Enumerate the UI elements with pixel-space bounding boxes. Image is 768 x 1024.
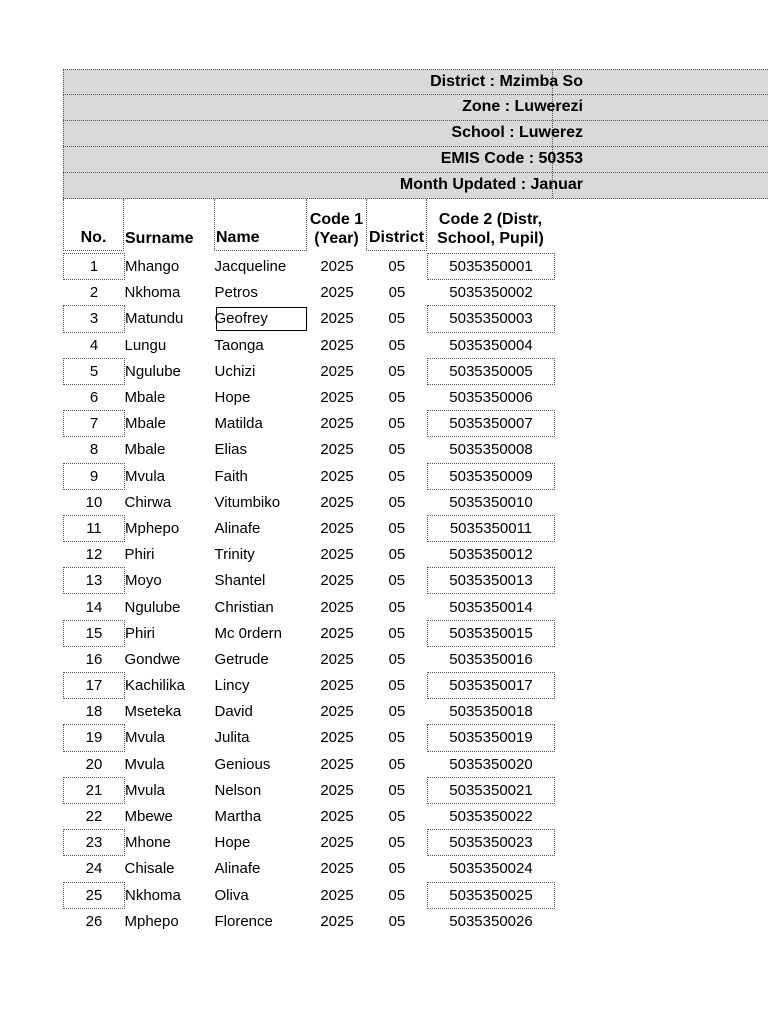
cell-surname[interactable]: Matundu (125, 306, 215, 332)
cell-surname[interactable]: Phiri (124, 546, 155, 564)
cell-surname[interactable]: Mvula (124, 755, 165, 773)
zone-label: Zone : Luwerezi (462, 98, 583, 115)
cell-no[interactable]: 23 (64, 830, 125, 856)
month-label: Month Updated : Januar (399, 176, 583, 193)
cell-no[interactable]: 19 (64, 725, 125, 751)
table-row[interactable] (64, 463, 555, 489)
cell-surname[interactable]: Kachilika (125, 673, 215, 699)
table-row[interactable] (64, 280, 555, 306)
cell-surname[interactable]: Chirwa (124, 493, 172, 511)
cell-code[interactable]: 5035350013 (428, 568, 555, 594)
month-row (63, 173, 768, 199)
cell-surname[interactable]: Mbale (124, 389, 166, 407)
column-headers (63, 199, 768, 251)
cell-district[interactable]: 05 (388, 912, 406, 930)
cell-district[interactable]: 05 (388, 755, 406, 773)
cell-code[interactable]: 5035350005 (428, 358, 555, 384)
cell-name[interactable]: Mc 0rdern (214, 624, 283, 642)
cell-no[interactable]: 25 (64, 882, 125, 908)
cell-no[interactable]: 16 (85, 650, 103, 668)
cell-year[interactable]: 2025 (320, 493, 354, 511)
cell-surname[interactable]: Moyo (125, 568, 215, 594)
cell-code[interactable]: 5035350001 (428, 254, 555, 280)
cell-year[interactable]: 2025 (320, 572, 354, 590)
cell-name[interactable]: Geofrey (215, 306, 308, 332)
cell-surname[interactable]: Mbale (124, 441, 166, 459)
cell-code[interactable]: 5035350011 (428, 515, 555, 541)
cell-district[interactable]: 05 (388, 624, 406, 642)
cell-district[interactable]: 05 (388, 284, 406, 302)
cell-surname[interactable]: Nkhoma (124, 284, 181, 302)
cell-year[interactable]: 2025 (320, 677, 354, 695)
cell-year[interactable]: 2025 (320, 703, 354, 721)
cell-no[interactable]: 11 (64, 515, 125, 541)
cell-district[interactable]: 05 (388, 519, 406, 537)
cell-year[interactable]: 2025 (320, 886, 354, 904)
table-row[interactable] (64, 620, 555, 646)
cell-surname[interactable]: Mvula (125, 777, 215, 803)
cell-no[interactable]: 3 (64, 306, 125, 332)
spreadsheet (63, 69, 768, 931)
table-row[interactable] (64, 725, 555, 751)
col-header-no[interactable]: No. (63, 199, 124, 251)
cell-surname[interactable]: Mbale (125, 411, 215, 437)
cell-name[interactable]: Nelson (214, 781, 262, 799)
table-row[interactable] (64, 384, 555, 410)
emis-label: EMIS Code : 50353 (440, 150, 583, 167)
cell-no[interactable]: 8 (89, 441, 99, 459)
cell-year[interactable]: 2025 (320, 834, 354, 852)
table-row[interactable] (64, 306, 555, 332)
cell-name[interactable]: Julita (214, 729, 250, 747)
cell-year[interactable]: 2025 (320, 808, 354, 826)
cell-year[interactable]: 2025 (320, 336, 354, 354)
cell-district[interactable]: 05 (388, 572, 406, 590)
cell-no[interactable]: 7 (64, 411, 125, 437)
col-header-code2[interactable]: Code 2 (Distr, School, Pupil) (437, 211, 544, 247)
cell-district[interactable]: 05 (388, 834, 406, 852)
cell-name[interactable]: Alinafe (214, 519, 261, 537)
table-row[interactable] (64, 673, 555, 699)
cell-district[interactable]: 05 (388, 310, 406, 328)
emis-row (63, 147, 768, 173)
cell-surname[interactable]: Mphepo (125, 515, 215, 541)
cell-no[interactable]: 15 (64, 620, 125, 646)
cell-no[interactable]: 14 (85, 598, 103, 616)
cell-code[interactable]: 5035350002 (449, 284, 533, 302)
cell-surname[interactable]: Mphepo (124, 912, 179, 930)
cell-no[interactable]: 5 (64, 358, 125, 384)
cell-district[interactable]: 05 (388, 493, 406, 511)
cell-code[interactable]: 5035350023 (428, 830, 555, 856)
cell-district[interactable]: 05 (388, 860, 406, 878)
cell-name[interactable]: Trinity (214, 546, 255, 564)
cell-name[interactable]: Matilda (214, 415, 263, 433)
table-row[interactable] (64, 332, 555, 358)
cell-no[interactable]: 17 (64, 673, 125, 699)
table-row[interactable] (64, 594, 555, 620)
table-row[interactable] (64, 358, 555, 384)
cell-year[interactable]: 2025 (320, 598, 354, 616)
cell-district[interactable]: 05 (388, 808, 406, 826)
cell-surname[interactable]: Mvula (125, 725, 215, 751)
cell-name[interactable]: Shantel (214, 572, 266, 590)
district-label: District : Mzimba So (430, 73, 583, 90)
cell-district[interactable]: 05 (388, 781, 406, 799)
cell-code[interactable]: 5035350020 (449, 755, 533, 773)
cell-code[interactable]: 5035350003 (428, 306, 555, 332)
cell-code[interactable]: 5035350009 (428, 463, 555, 489)
zone-row (63, 95, 768, 121)
cell-no[interactable]: 6 (89, 389, 99, 407)
cell-year[interactable]: 2025 (320, 650, 354, 668)
cell-name[interactable]: Jacqueline (214, 258, 287, 276)
table-row[interactable] (64, 515, 555, 541)
cell-year[interactable]: 2025 (320, 519, 354, 537)
cell-district[interactable]: 05 (388, 362, 406, 380)
cell-year[interactable]: 2025 (320, 624, 354, 642)
cell-name[interactable]: Alinafe (214, 860, 261, 878)
cell-district[interactable]: 05 (388, 650, 406, 668)
cell-no[interactable]: 9 (64, 463, 125, 489)
cell-code[interactable]: 5035350024 (449, 860, 533, 878)
pupil-table (63, 253, 555, 934)
cell-no[interactable]: 10 (85, 493, 103, 511)
col-header-name[interactable]: Name (214, 199, 307, 251)
cell-surname[interactable]: Nkhoma (125, 882, 215, 908)
cell-code[interactable]: 5035350022 (449, 808, 533, 826)
cell-name[interactable]: Elias (214, 441, 248, 459)
cell-year[interactable]: 2025 (320, 284, 354, 302)
cell-code[interactable]: 5035350015 (428, 620, 555, 646)
cell-name[interactable]: Faith (214, 467, 248, 485)
cell-no[interactable]: 13 (64, 568, 125, 594)
cell-name[interactable]: Uchizi (214, 362, 256, 380)
cell-code[interactable]: 5035350006 (449, 389, 533, 407)
cell-year[interactable]: 2025 (320, 755, 354, 773)
cell-surname[interactable]: Chisale (124, 860, 175, 878)
table-row[interactable] (64, 751, 555, 777)
cell-district[interactable]: 05 (388, 336, 406, 354)
cell-year[interactable]: 2025 (320, 781, 354, 799)
header-block (63, 69, 768, 199)
cell-district[interactable]: 05 (388, 546, 406, 564)
cell-district[interactable]: 05 (388, 598, 406, 616)
col-header-surname[interactable]: Surname (125, 230, 194, 247)
cell-name[interactable]: Hope (214, 389, 251, 407)
cell-district[interactable]: 05 (388, 467, 406, 485)
cell-code[interactable]: 5035350007 (428, 411, 555, 437)
cell-district[interactable]: 05 (388, 415, 406, 433)
cell-surname[interactable]: Mbewe (124, 808, 173, 826)
cell-code[interactable]: 5035350012 (449, 546, 533, 564)
cell-name[interactable]: Christian (214, 598, 274, 616)
cell-district[interactable]: 05 (388, 729, 406, 747)
cell-code[interactable]: 5035350019 (428, 725, 555, 751)
cell-district[interactable]: 05 (388, 441, 406, 459)
table-row[interactable] (64, 542, 555, 568)
cell-surname[interactable]: Ngulube (124, 598, 181, 616)
col-header-code1[interactable]: Code 1 (Year) (309, 211, 364, 247)
table-row[interactable] (64, 646, 555, 672)
table-row[interactable] (64, 489, 555, 515)
district-row (63, 69, 768, 95)
cell-name[interactable]: Martha (214, 808, 262, 826)
cell-district[interactable]: 05 (388, 703, 406, 721)
cell-name[interactable]: Lincy (214, 677, 250, 695)
cell-name[interactable]: Florence (214, 912, 273, 930)
cell-year[interactable]: 2025 (320, 729, 354, 747)
cell-surname[interactable]: Mseteka (124, 703, 182, 721)
cell-code[interactable]: 5035350014 (449, 598, 533, 616)
table-row[interactable] (64, 777, 555, 803)
cell-name[interactable]: Vitumbiko (214, 493, 281, 511)
cell-year[interactable]: 2025 (320, 860, 354, 878)
cell-district[interactable]: 05 (388, 677, 406, 695)
cell-year[interactable]: 2025 (320, 310, 354, 328)
cell-no[interactable]: 22 (85, 808, 103, 826)
cell-district[interactable]: 05 (388, 389, 406, 407)
cell-code[interactable]: 5035350025 (428, 882, 555, 908)
table-row[interactable] (64, 830, 555, 856)
table-row[interactable] (64, 568, 555, 594)
cell-year[interactable]: 2025 (320, 415, 354, 433)
table-row[interactable] (64, 699, 555, 725)
cell-name[interactable]: Getrude (214, 650, 269, 668)
cell-name[interactable]: Genious (214, 755, 271, 773)
cell-no[interactable]: 26 (85, 913, 103, 931)
table-row[interactable] (64, 908, 555, 934)
cell-code[interactable]: 5035350004 (449, 336, 533, 354)
cell-year[interactable]: 2025 (320, 546, 354, 564)
cell-no[interactable]: 24 (85, 860, 103, 878)
cell-surname[interactable]: Ngulube (125, 358, 215, 384)
cell-name[interactable]: David (214, 703, 253, 721)
col-header-district[interactable]: District (366, 199, 427, 251)
table-row[interactable] (64, 437, 555, 463)
cell-no[interactable]: 1 (64, 254, 125, 280)
cell-no[interactable]: 12 (85, 546, 103, 564)
cell-surname[interactable]: Mvula (125, 463, 215, 489)
school-row (63, 121, 768, 147)
cell-district[interactable]: 05 (388, 886, 406, 904)
table-row[interactable] (64, 882, 555, 908)
cell-code[interactable]: 5035350021 (428, 777, 555, 803)
school-label: School : Luwerez (451, 124, 583, 141)
cell-surname[interactable]: Phiri (125, 620, 215, 646)
cell-year[interactable]: 2025 (320, 389, 354, 407)
cell-year[interactable]: 2025 (320, 362, 354, 380)
cell-year[interactable]: 2025 (320, 912, 354, 930)
cell-year[interactable]: 2025 (320, 258, 354, 276)
cell-name[interactable]: Oliva (214, 886, 249, 904)
cell-code[interactable]: 5035350010 (449, 493, 533, 511)
cell-no[interactable]: 20 (85, 755, 103, 773)
cell-surname[interactable]: Mhango (125, 254, 215, 280)
cell-surname[interactable]: Gondwe (124, 650, 181, 668)
cell-code[interactable]: 5035350026 (449, 913, 533, 931)
cell-name[interactable]: Hope (214, 834, 251, 852)
cell-code[interactable]: 5035350018 (449, 703, 533, 721)
cell-surname[interactable]: Lungu (124, 336, 167, 354)
cell-no[interactable]: 4 (89, 336, 99, 354)
table-row[interactable] (64, 803, 555, 829)
table-row[interactable] (64, 856, 555, 882)
table-row[interactable] (64, 411, 555, 437)
cell-name[interactable]: Taonga (214, 336, 264, 354)
cell-code[interactable]: 5035350017 (428, 673, 555, 699)
cell-year[interactable]: 2025 (320, 441, 354, 459)
cell-no[interactable]: 18 (85, 703, 103, 721)
cell-name[interactable]: Petros (214, 284, 258, 302)
cell-no[interactable]: 21 (64, 777, 125, 803)
cell-surname[interactable]: Mhone (125, 830, 215, 856)
cell-no[interactable]: 2 (89, 284, 99, 302)
table-row[interactable] (64, 254, 555, 280)
cell-year[interactable]: 2025 (320, 467, 354, 485)
cell-district[interactable]: 05 (388, 258, 406, 276)
cell-code[interactable]: 5035350008 (449, 441, 533, 459)
cell-code[interactable]: 5035350016 (449, 650, 533, 668)
